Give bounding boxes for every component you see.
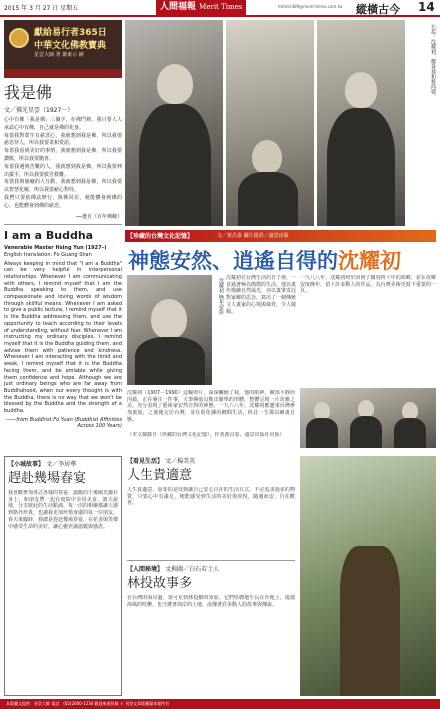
- story-byline: 文／李居華: [46, 461, 77, 468]
- medal-icon: [9, 28, 29, 48]
- issue-date: 2015 年 3 月 27 日 星期五: [4, 5, 79, 12]
- feature-header-bar: [125, 230, 436, 242]
- photo-artist-elderly: [127, 275, 212, 385]
- secret-place-column: [127, 560, 295, 696]
- poem-line: 每當我看到美好的事情，我就想到我是佛，所以我要讚歎，所以我要隨喜。: [4, 148, 122, 162]
- poem-line: 心中有佛「我是佛」三個字，在佛門裡，我只要人人承認心中有佛，自己就是佛的化身。: [4, 117, 122, 131]
- book-promo-banner: [4, 20, 122, 78]
- page-footer: [0, 699, 440, 709]
- feature-photo-caption: 沈耀初 晚年留影: [218, 278, 224, 315]
- divider: [4, 224, 122, 225]
- feature-headline-main: 神態安然、逍遙自得的: [128, 248, 338, 273]
- essay-byline: 文與圖／白石若士人: [165, 566, 220, 573]
- photo-artist-portrait-left: [125, 20, 223, 226]
- promo-line-3: 星雲大師 著 蕭東示 繪: [34, 52, 84, 58]
- contact-email: mtmerit89@merit-times.com.tw: [278, 4, 343, 9]
- poem-line: 每當我對眾生有慈悲心，我就想到我是佛，所以我要慈悲待人，所以我要柔和愛語。: [4, 132, 122, 147]
- essay-tag: 【人間秘境】: [127, 566, 164, 573]
- life-tag: 【看見生活】: [127, 458, 164, 465]
- photo-artist-portrait-right: [317, 20, 405, 226]
- top-photo-caption: 左起：沈耀初、鄭善禧和蔡尚德。: [430, 24, 436, 99]
- footer-text: 本版圖文提供：星雲大師 電話：(02)2000-1234 歡迎來函投稿 ＊ 刊登文章版權歸本報所有: [6, 701, 170, 706]
- poem-line: 每當我遇到苦難的人，我就想到我是佛，所以我要伸出援手，所以我要救苦救難。: [4, 163, 122, 178]
- english-body: Always keeping in mind that "I am a Buddha" can be very helpful in interpersonal relationships. Whenever I am communicating with others, I remind myself that I am the Buddha speaking to them, and use compassionate and loving words of wisdom through skillful means. Whenever I am asked to give a public lecture, I remind myself that it is the Buddha addressing them, and use the opportunity to teach according to their levels of understanding, without fear. Whenever I am instructing my ordinary disciples, I remind myself that it is the Buddha guiding them, and advise them with patience and kindness. Whenever I am interacting with the timid and weak, I remind myself that it is the Buddha facing them, and be amiable while giving them confidence and hope. Although we are just ordinary beings who are far away from Buddhahood, when our every thought is with the Buddha, there is no way that we won't be blessed by the Buddha and the strength of a buddha.: [4, 260, 122, 415]
- feature-headline: [128, 245, 401, 275]
- story-body: 我喜歡參加各式各樣的春宴，溫暖的午後陽光灑在身上，和朋友們一起在庭院中享用美食、談天說地，分享彼此的生活點滴。每一次的相聚都讓人感到格外珍貴，也讓我更加珍惜身邊的每一位朋友。春天來臨時，我總是趕赴幾場春宴，在花香與笑聲中感受生命的美好，讓心靈充滿溫暖與感恩。: [8, 490, 118, 530]
- essay-body: 在台灣的海岸邊，常可見到林投樹的身影，它們堅韌地生長在沙地上，抵擋海風的吹襲，也守護著海岸的土地，流傳著許多動人的故事與傳說。: [127, 595, 295, 608]
- photo-pandanus-tree: [300, 456, 436, 696]
- feature-body-column-2: 一九八八年，沈耀初終於回到了闊別四十年的故鄉，並在故鄉安度晚年，留下許多動人的作品，為台灣美術史寫下重要的一頁。: [300, 275, 436, 295]
- life-byline: 文／楊美英: [165, 458, 196, 465]
- life-body: 人生貴適意，重要的是找到讓自己安心自在的生活方式。不必追求過多的物質，只要心中有滿足，便能感受到生活的美好與喜悅，隨遇而安，自在歡喜。: [127, 487, 295, 507]
- life-column: [127, 456, 295, 556]
- left-column: [4, 20, 122, 430]
- poem-line: 每當我與愚癡的人互動，我就想到我是佛，所以我要以智慧化解，所以我要耐心對待。: [4, 179, 122, 194]
- photo-three-men: [300, 388, 436, 448]
- promo-band: [4, 69, 122, 78]
- newspaper-logo: [156, 0, 246, 15]
- english-title: I am a Buddha: [4, 228, 94, 242]
- poem-line: 我們只要依佛法修行，與佛同在，就能體會到佛的心，也能體會到佛的慈悲。: [4, 194, 122, 209]
- feature-body-main: 沈耀初（1907－1990）這輪照片，深深觸動了我，他的眼神、臉部平靜而內斂，正在專注一件事，大筆揮毫勾勒出簡單的形體，整體呈現一片淡雅之美，充分表現了藝術家安然自得的神態。一九六八年，沈耀初應邀來台灣參加畫展，之後便定居台灣，並在彰化縣的鄉間生活，終其一生都以繪畫自娛。: [127, 390, 295, 423]
- promo-line-2: 中華文化佛教寶典: [34, 41, 107, 51]
- feature-tag: 【珍藏的台灣文化記憶】: [127, 233, 194, 240]
- english-source: ——from Buddhist Fo Yuan (Buddhist Affinities Across 100 Years): [6, 416, 122, 430]
- feature-byline: 文／黃昌泰 圖片提供／遠景出版: [217, 233, 289, 239]
- poem-author: 文／佛光星雲（1927－）: [4, 107, 74, 114]
- section-title: 縱橫古今: [356, 3, 400, 16]
- logo-english: Merit Times: [199, 3, 243, 11]
- logo-chinese: 人間福報: [160, 2, 197, 12]
- story-title: 趕赴幾場春宴: [8, 471, 87, 486]
- poem-body: [4, 117, 122, 211]
- promo-line-1: 獻給易行者365日: [34, 28, 107, 38]
- essay-title: 林投故事多: [127, 576, 193, 591]
- poem-title: 我是佛: [4, 83, 53, 102]
- english-translator: English translation: Fo Guang Shan: [4, 251, 92, 258]
- story-tag: 【小城故事】: [8, 461, 45, 468]
- photo-painting-scroll: [226, 20, 314, 226]
- feature-headline-name: 沈耀初: [338, 248, 401, 273]
- feature-body-column-1: 沈耀初在台灣生活的日子裡，一直過著極為簡樸的生活。他以畫作描繪自然風光，亦以畫筆寄託對家鄉的思念，寫出了一個傳統文人畫家的心境與風骨，令人敬佩。: [226, 275, 296, 315]
- page-number: 14: [418, 0, 435, 14]
- life-title: 人生貴適意: [127, 468, 193, 483]
- feature-body-note: （本文摘錄自《珍藏的台灣文化記憶》，作者黃昌泰，遠景出版社出版）: [127, 432, 285, 438]
- story-column: [4, 456, 122, 696]
- masthead: [0, 0, 440, 17]
- english-author: Venerable Master Hsing Yun (1927–): [4, 244, 107, 251]
- poem-source: ──選自《百年佛緣》: [75, 213, 122, 220]
